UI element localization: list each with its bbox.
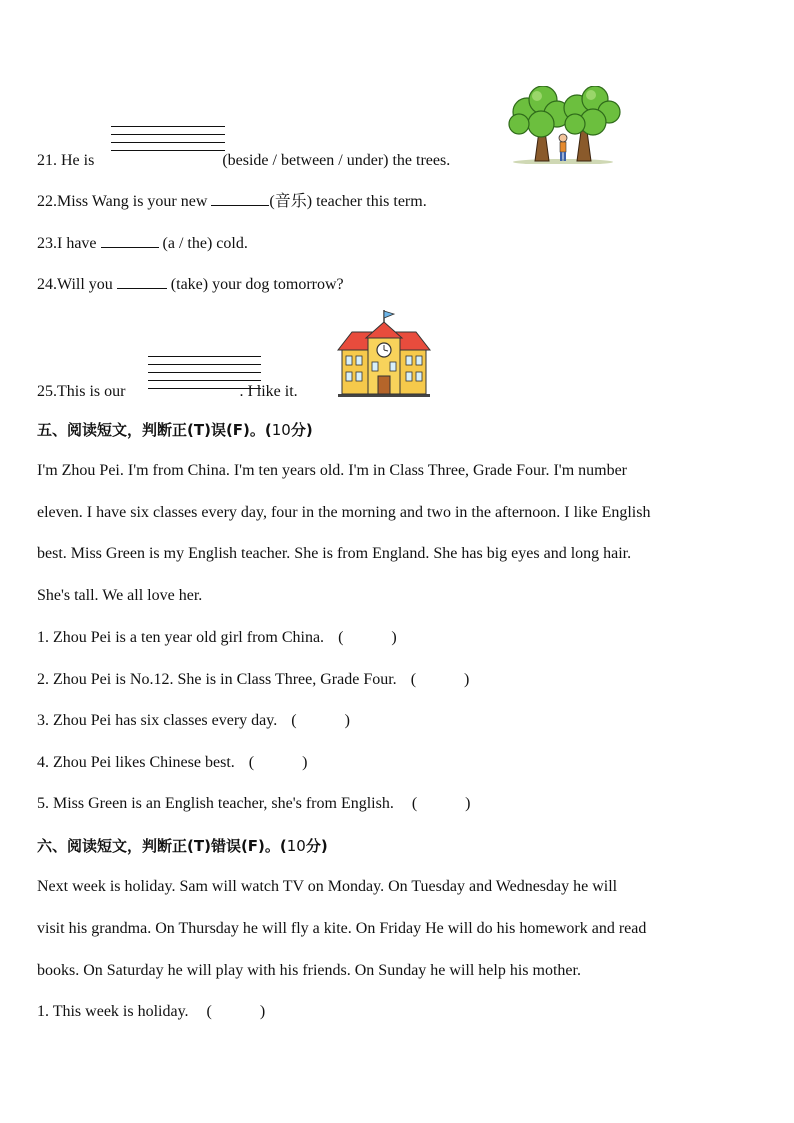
section6-heading-text: 六、阅读短文，判断正(T)错误(F)。( — [37, 837, 287, 855]
section5-passage-line: eleven. I have six classes every day, four in the morning and two in the afternoon. I like English — [37, 504, 651, 521]
section6-question-1 — [37, 1002, 265, 1022]
question-text: 5. Miss Green is an English teacher, she's from English. — [37, 795, 394, 812]
q22-text-a: 22.Miss Wang is your new — [37, 193, 208, 210]
q23-text-a: 23.I have — [37, 235, 97, 252]
section5-question-1 — [37, 628, 397, 648]
section5-passage-line: She's tall. We all love her. — [37, 587, 203, 604]
section6-score: 10 — [286, 837, 306, 855]
section5-passage-line: I'm Zhou Pei. I'm from China. I'm ten years old. I'm in Class Three, Grade Four. I'm number — [37, 462, 628, 479]
section6-passage-line: books. On Saturday he will play with his friends. On Sunday he will help his mother. — [37, 962, 581, 979]
answer-parentheses[interactable]: ( ) — [291, 712, 350, 729]
section5-heading-text: 五、阅读短文，判断正(T)误(F)。( — [37, 421, 272, 439]
q21 — [37, 151, 450, 171]
q24-answer-blank[interactable] — [117, 274, 167, 289]
two-trees-with-boy-picture — [505, 86, 621, 164]
q23-answer-blank[interactable] — [101, 233, 159, 248]
answer-parentheses[interactable]: ( ) — [206, 1003, 266, 1020]
q24-text-a: 24.Will you — [37, 276, 113, 293]
section5-heading — [37, 420, 313, 440]
q25 — [37, 382, 298, 402]
q24 — [37, 274, 344, 295]
q21-number: 21 — [37, 152, 53, 169]
q22 — [37, 191, 427, 212]
q24-text-b: (take) your dog tomorrow? — [170, 276, 344, 293]
q23-text-b: (a / the) cold. — [162, 235, 248, 252]
q22-text-b: (音乐) teacher this term. — [269, 193, 427, 210]
q21-text-a: . He is — [53, 152, 95, 169]
question-text: 3. Zhou Pei has six classes every day. — [37, 712, 278, 729]
question-text: 1. This week is holiday. — [37, 1003, 189, 1020]
answer-parentheses[interactable]: ( ) — [338, 629, 397, 646]
section6-passage-line: Next week is holiday. Sam will watch TV on Monday. On Tuesday and Wednesday he will — [37, 878, 618, 895]
q23 — [37, 233, 248, 254]
section6-heading-tail: 分) — [305, 837, 328, 855]
school-building-picture — [336, 308, 432, 398]
section5-question-5 — [37, 794, 471, 814]
section5-heading-tail: 分) — [290, 421, 313, 439]
section5-question-4 — [37, 753, 307, 773]
q25-text-b: . I like it. — [239, 383, 298, 400]
q25-text-a: 25.This is our — [37, 383, 126, 400]
answer-parentheses[interactable]: ( ) — [410, 671, 470, 688]
section5-passage-line: best. Miss Green is my English teacher. She is from England. She has big eyes and long hair. — [37, 545, 632, 562]
section5-score: 10 — [271, 421, 291, 439]
section5-question-2 — [37, 670, 469, 690]
answer-parentheses[interactable]: ( ) — [248, 754, 308, 771]
question-text: 2. Zhou Pei is No.12. She is in Class Three, Grade Four. — [37, 671, 397, 688]
question-text: 4. Zhou Pei likes Chinese best. — [37, 754, 235, 771]
q22-answer-blank[interactable] — [211, 191, 269, 206]
section5-question-3 — [37, 711, 350, 731]
question-text: 1. Zhou Pei is a ten year old girl from China. — [37, 629, 325, 646]
q21-text-b: (beside / between / under) the trees. — [222, 152, 451, 169]
section6-heading — [37, 836, 328, 856]
section6-passage-line: visit his grandma. On Thursday he will fly a kite. On Friday He will do his homework and read — [37, 920, 647, 937]
answer-parentheses[interactable]: ( ) — [411, 795, 471, 812]
